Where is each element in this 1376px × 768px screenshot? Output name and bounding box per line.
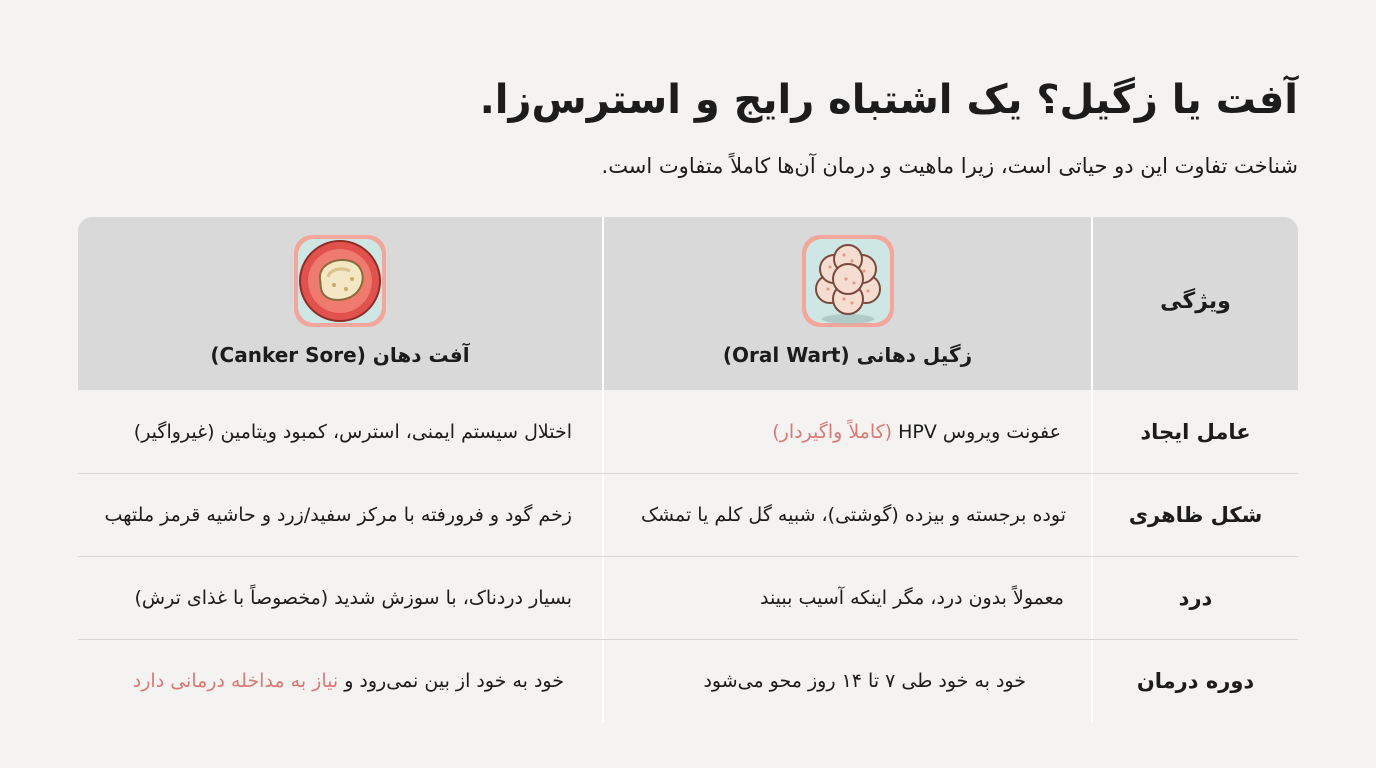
header-canker-sore-label: آفت دهان (Canker Sore) (210, 343, 470, 367)
comparison-table (78, 217, 1298, 723)
header-canker-sore (78, 217, 602, 390)
row-canker-appearance: زخم گود و فرورفته با مرکز سفید/زرد و حاشیه قرمز ملتهب (104, 504, 572, 526)
canker-sore-icon (292, 233, 388, 329)
canker-duration-highlight: نیاز به مداخله درمانی دارد (132, 670, 339, 692)
header-feature (1093, 217, 1298, 390)
row-divider (78, 639, 1298, 640)
row-feature-cause: عامل ایجاد (1140, 420, 1251, 444)
row-divider (78, 473, 1298, 474)
row-feature-appearance: شکل ظاهری (1128, 503, 1263, 527)
wart-cause-text: عفونت ویروس HPV (898, 421, 1061, 443)
row-feature-duration: دوره درمان (1136, 669, 1255, 693)
page-title: آفت یا زگیل؟ یک اشتباه رایج و استرس‌زا. (479, 77, 1298, 123)
header-oral-wart (604, 217, 1091, 390)
row-wart-appearance: توده برجسته و بیزده (گوشتی)، شبیه گل کلم یا تمشک (641, 504, 1066, 526)
page-subtitle: شناخت تفاوت این دو حیاتی است، زیرا ماهیت و درمان آن‌ها کاملاً متفاوت است. (601, 154, 1298, 178)
canker-duration-text: خود به خود از بین نمی‌رود و (344, 670, 564, 692)
header-oral-wart-label: زگیل دهانی (Oral Wart) (722, 343, 973, 367)
header-feature-label: ویژگی (1160, 289, 1231, 314)
cauliflower-wart-icon (800, 233, 896, 329)
row-canker-duration (133, 668, 564, 694)
row-wart-pain: معمولاً بدون درد، مگر اینکه آسیب ببیند (759, 587, 1064, 609)
wart-cause-highlight: (کاملاً واگیردار) (772, 421, 893, 443)
column-divider (1091, 217, 1093, 723)
row-feature-pain: درد (1178, 586, 1213, 610)
row-canker-cause: اختلال سیستم ایمنی، استرس، کمبود ویتامین (غیرواگیر) (133, 421, 572, 443)
column-divider (602, 217, 604, 723)
row-wart-duration: خود به خود طی ۷ تا ۱۴ روز محو می‌شود (703, 670, 1026, 692)
row-divider (78, 556, 1298, 557)
row-wart-cause (772, 419, 1061, 445)
row-canker-pain: بسیار دردناک، با سوزش شدید (مخصوصاً با غذای ترش) (134, 587, 572, 609)
